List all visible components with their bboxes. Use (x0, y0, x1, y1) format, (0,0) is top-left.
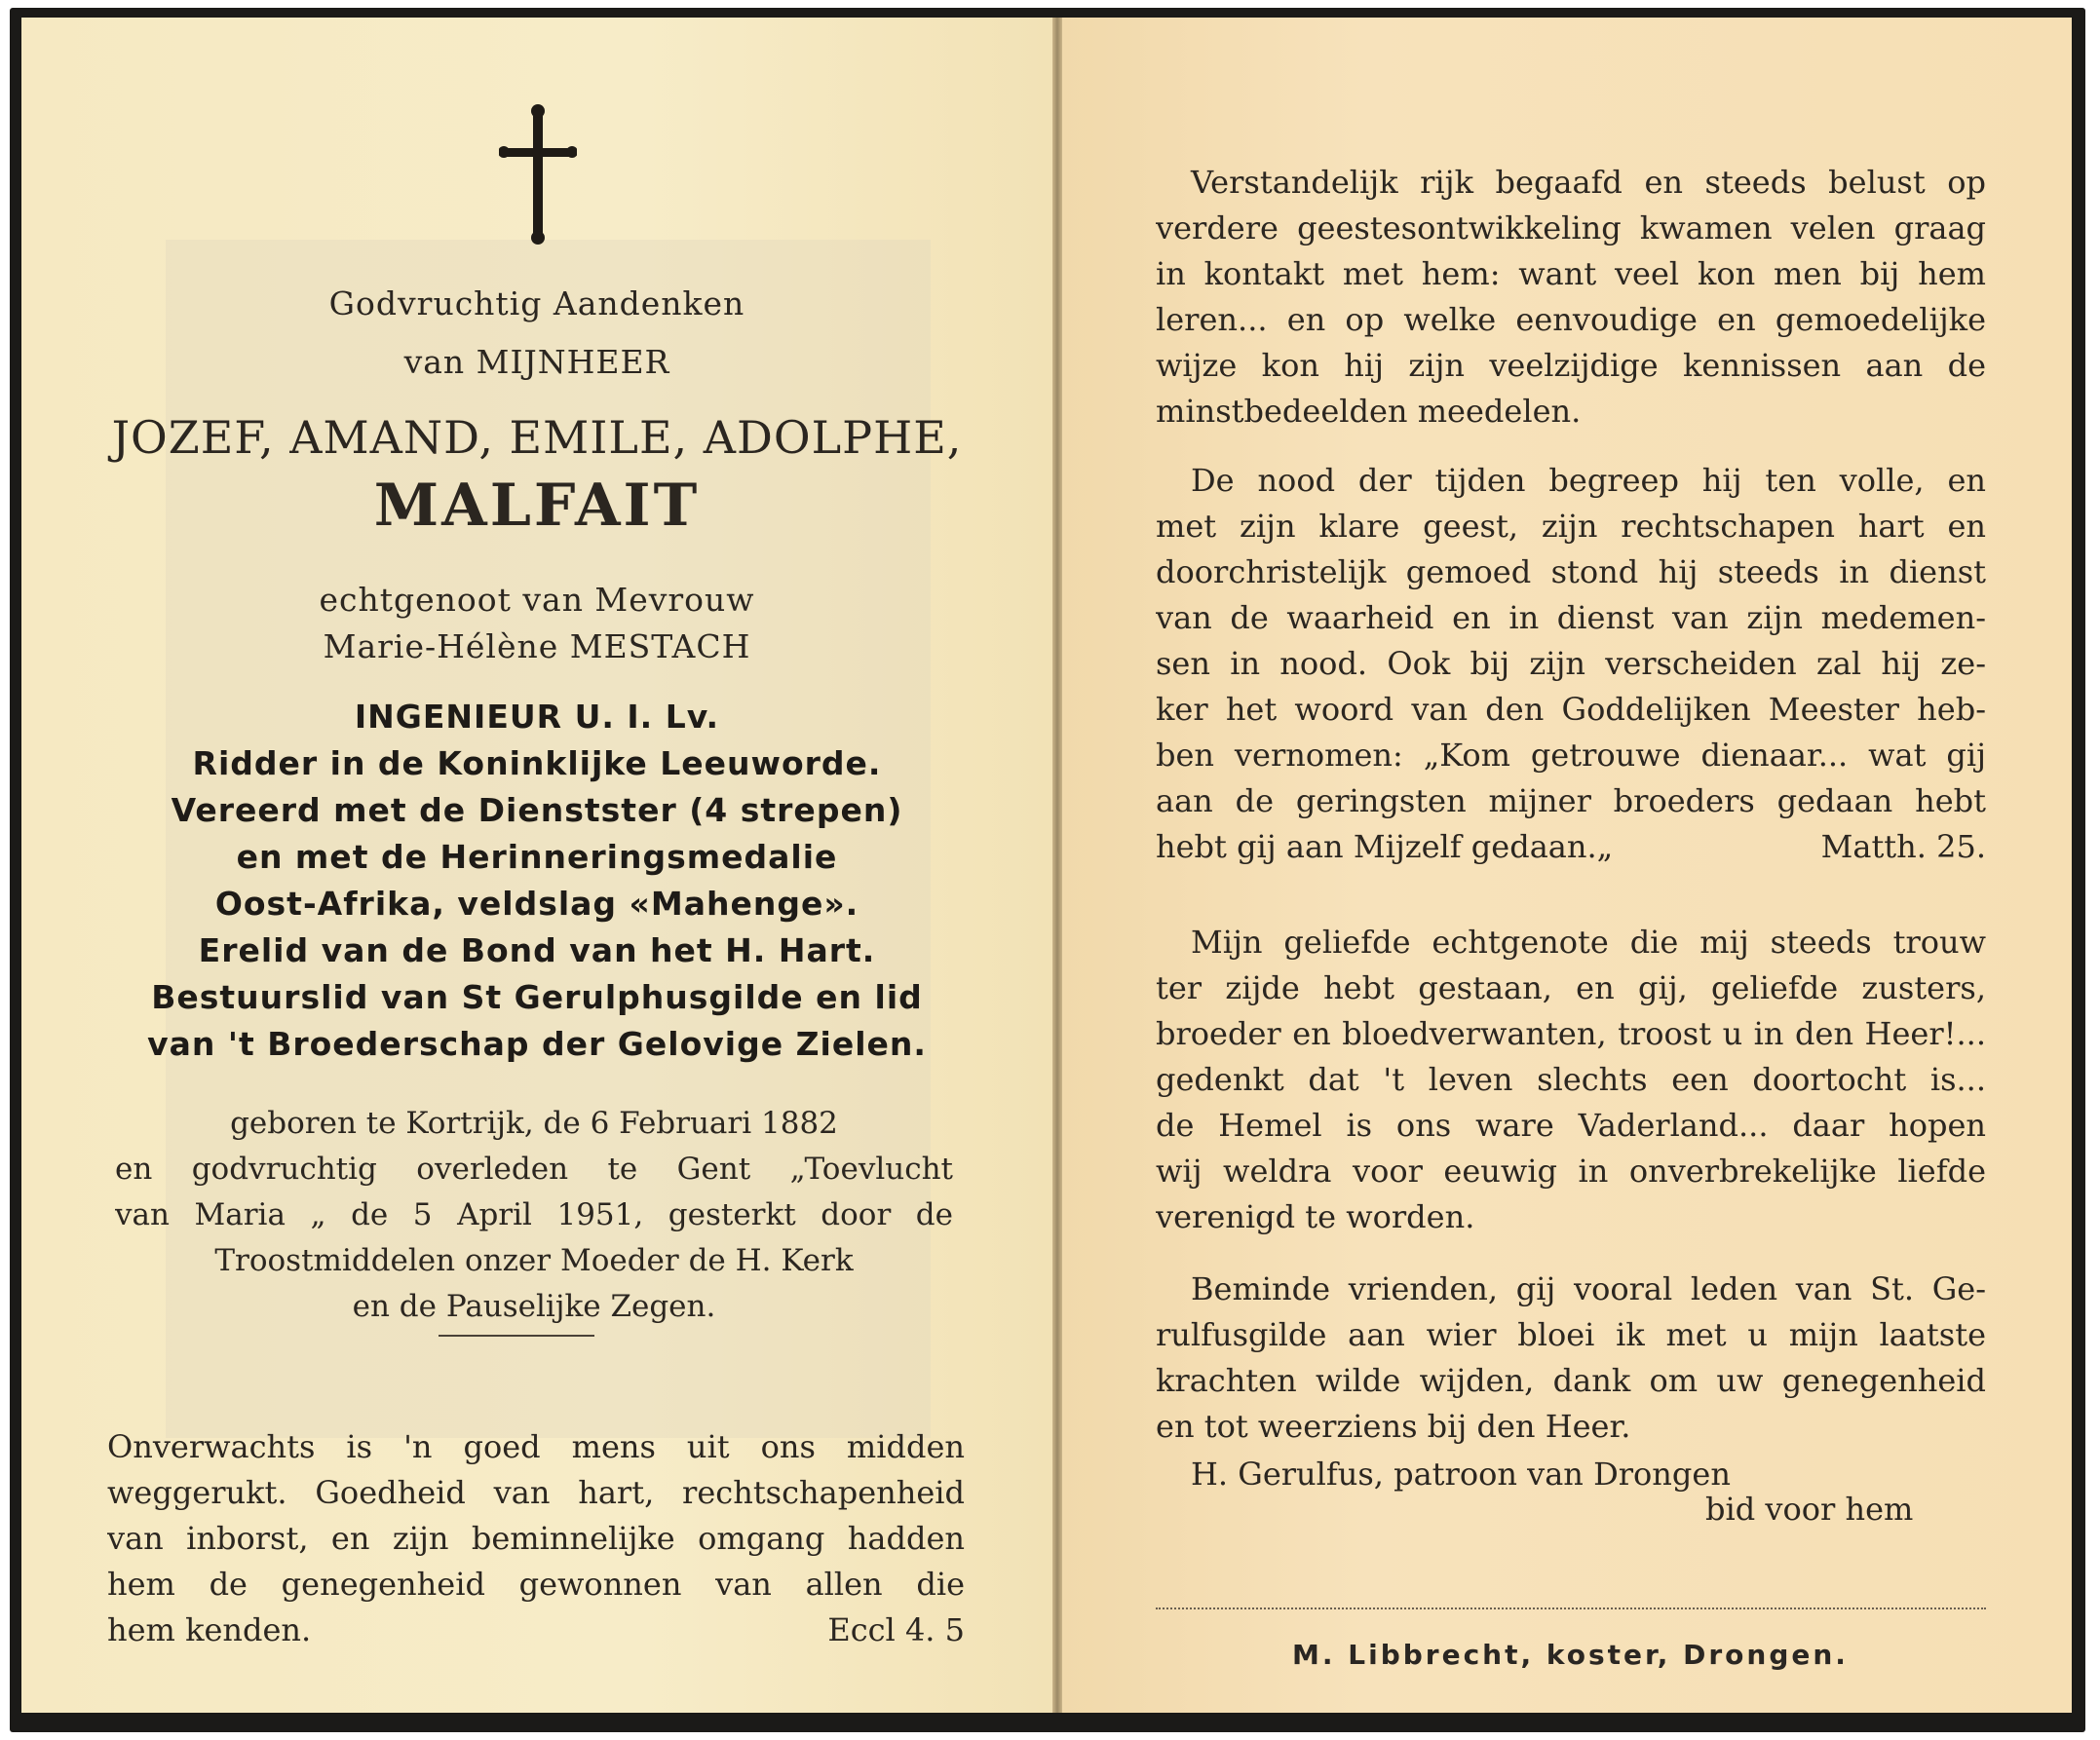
given-names: JOZEF, AMAND, EMILE, ADOLPHE, (111, 411, 963, 464)
prayer-line: bid voor hem (1705, 1491, 1914, 1528)
text-line: ker het woord van den Goddelijken Meester heb- (1156, 691, 1986, 728)
title-line: van 't Broederschap der Gelovige Zielen. (147, 1025, 927, 1063)
text-line: en tot weerziens bij den Heer. (1156, 1408, 1631, 1445)
text-line: Verstandelijk rijk begaafd en steeds belust op (1191, 164, 1986, 201)
tribute-last-line (107, 1608, 965, 1653)
text-line: rulfusgilde aan wier bloei ik met u mijn laatste (1156, 1316, 1986, 1353)
text-line: aan de geringsten mijner broeders gedaan hebt (1156, 782, 1986, 819)
text-line: krachten wilde wijden, dank om uw genegenheid (1156, 1362, 1986, 1399)
text-line: hebt gij aan Mijzelf gedaan.„ (1156, 828, 1614, 865)
text-line: ben vernomen: „Kom getrouwe dienaar... wat gij (1156, 737, 1986, 774)
text-line: van de waarheid en in dienst van zijn medemen- (1156, 599, 1986, 636)
card-fold (1052, 18, 1062, 1713)
text-line: van inborst, en zijn beminnelijke omgang hadden (107, 1520, 965, 1557)
scripture-reference: Matth. 25. (1820, 828, 1986, 865)
paragraph-2 (1156, 458, 1986, 870)
cross-icon (499, 103, 577, 249)
text-line: en godvruchtig overleden te Gent „Toevlucht (115, 1152, 953, 1187)
text-line: met zijn klare geest, zijn rechtschapen hart en (1156, 508, 1986, 545)
title-line: Erelid van de Bond van het H. Hart. (198, 931, 876, 969)
spouse-line-1: echtgenoot van Mevrouw (319, 581, 755, 619)
left-page (21, 18, 1052, 1713)
text-line: wijze kon hij zijn veelzijdige kennissen aan de (1156, 347, 1986, 384)
title-line: Oost-Afrika, veldslag «Mahenge». (214, 885, 859, 923)
paragraph-2-last-line (1156, 824, 1986, 870)
text-line: sen in nood. Ook bij zijn verscheiden zal hij ze- (1156, 645, 1986, 682)
text-line: weggerukt. Goedheid van hart, rechtschapenheid (107, 1474, 965, 1511)
text-line: wij weldra voor eeuwig in onverbrekelijke liefde (1156, 1153, 1986, 1190)
scripture-reference: Eccl 4. 5 (827, 1611, 965, 1648)
text-line: Troostmiddelen onzer Moeder de H. Kerk (214, 1243, 854, 1278)
paragraph-3 (1156, 920, 1986, 1240)
separator-line (439, 1335, 594, 1337)
text-line: hem kenden. (107, 1611, 312, 1648)
text-line: gedenkt dat 't leven slechts een doortocht is... (1156, 1061, 1986, 1098)
memorial-subheading: van MIJNHEER (403, 343, 670, 381)
text-line: leren... en op welke eenvoudige en gemoedelijke (1156, 301, 1986, 338)
text-line: De nood der tijden begreep hij ten volle, en (1191, 462, 1986, 499)
paragraph-4 (1156, 1267, 1986, 1450)
text-line: geboren te Kortrijk, de 6 Februari 1882 (230, 1106, 838, 1141)
text-line: ter zijde hebt gestaan, en gij, geliefde zusters, (1156, 969, 1986, 1006)
text-line: Beminde vrienden, gij vooral leden van St. Ge- (1191, 1270, 1986, 1307)
surname: MALFAIT (373, 472, 701, 540)
title-line: Bestuurslid van St Gerulphusgilde en lid (151, 978, 923, 1016)
text-line: doorchristelijk gemoed stond hij steeds in dienst (1156, 553, 1986, 590)
dotted-separator (1156, 1608, 1986, 1609)
title-line: Ridder in de Koninklijke Leeuworde. (192, 744, 882, 782)
title-line: Vereerd met de Dienstster (4 strepen) (171, 791, 903, 829)
text-line: verdere geestesontwikkeling kwamen velen graag (1156, 209, 1986, 246)
text-line: de Hemel is ons ware Vaderland... daar hopen (1156, 1107, 1986, 1144)
memorial-heading: Godvruchtig Aandenken (328, 284, 745, 322)
tribute-paragraph (107, 1424, 965, 1653)
text-line: Mijn geliefde echtgenote die mij steeds trouw (1191, 924, 1986, 961)
title-line: INGENIEUR U. I. Lv. (354, 698, 720, 736)
title-line: en met de Herinneringsmedalie (236, 838, 838, 876)
text-line: Onverwachts is 'n goed mens uit ons midden (107, 1428, 965, 1465)
text-line: van Maria „ de 5 April 1951, gesterkt door de (115, 1197, 953, 1232)
right-page (1062, 18, 2072, 1713)
spouse-line-2: Marie-Hélène MESTACH (323, 627, 751, 665)
printer-credit: M. Libbrecht, koster, Drongen. (1292, 1639, 1849, 1671)
text-line: broeder en bloedverwanten, troost u in den Heer!... (1156, 1015, 1986, 1052)
titles-block (21, 694, 1052, 1068)
text-line: verenigd te worden. (1156, 1198, 1475, 1235)
patron-line: H. Gerulfus, patroon van Drongen (1191, 1456, 1731, 1493)
text-line: minstbedeelden meedelen. (1156, 393, 1582, 430)
text-line: en de Pauselijke Zegen. (352, 1289, 716, 1324)
paragraph-1 (1156, 160, 1986, 435)
text-line: in kontakt met hem: want veel kon men bij hem (1156, 255, 1986, 292)
text-line: hem de genegenheid gewonnen van allen die (107, 1566, 965, 1603)
birth-death-paragraph (115, 1101, 953, 1330)
